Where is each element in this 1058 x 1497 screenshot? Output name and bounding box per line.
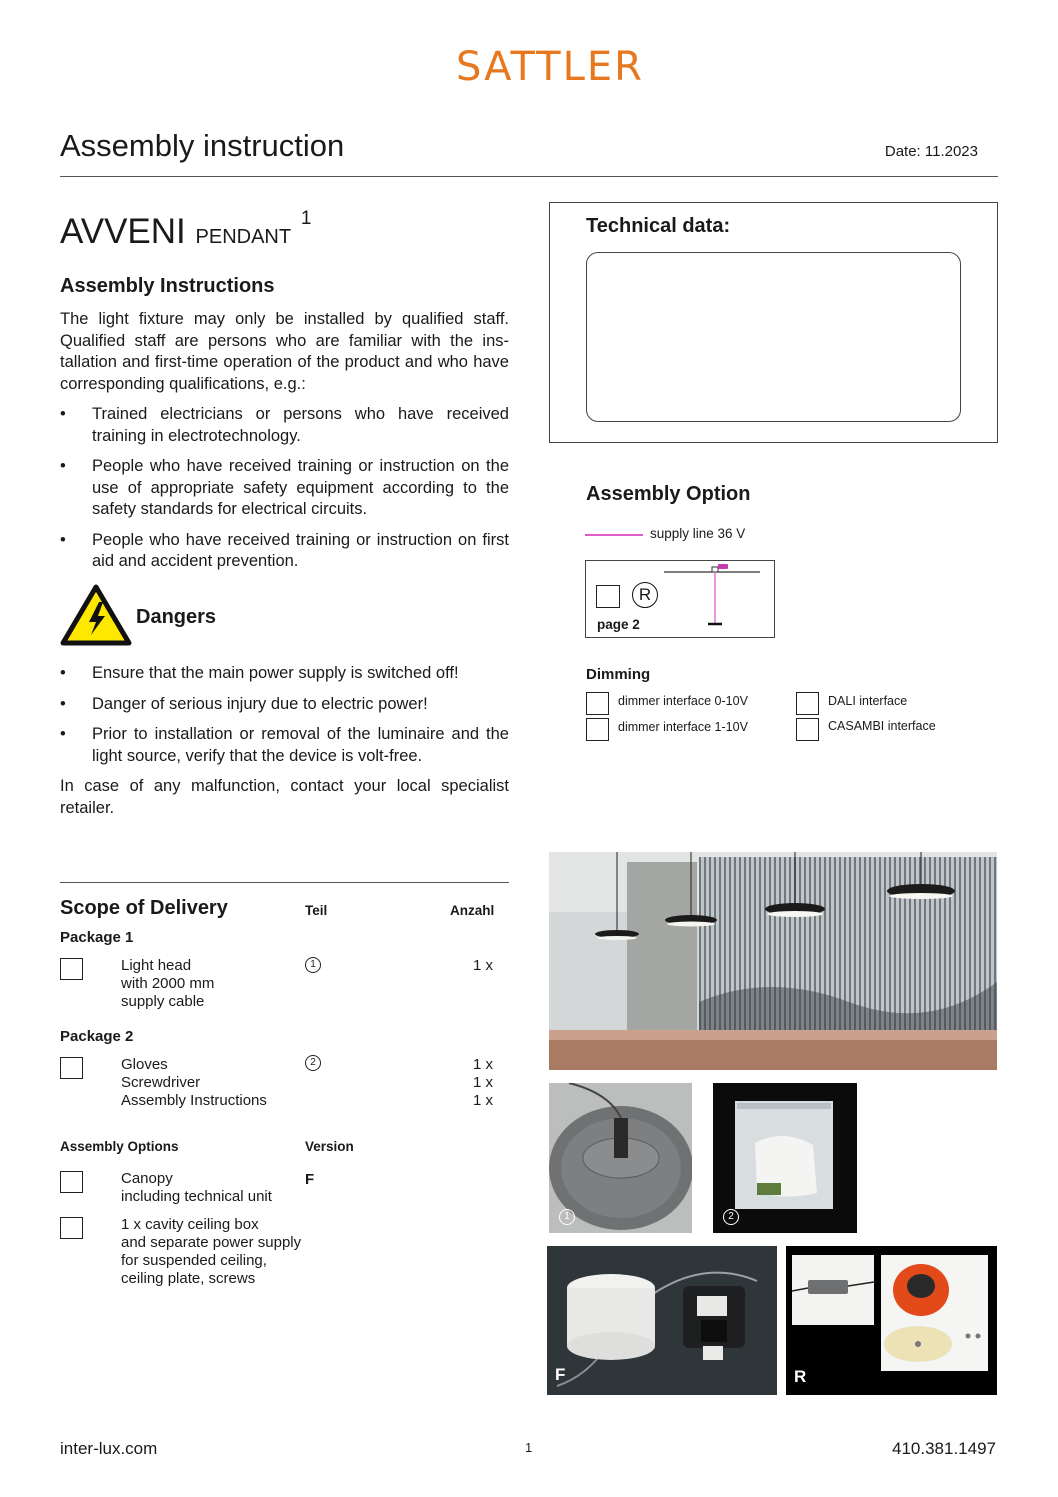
- qty-value: 1 x: [473, 1074, 494, 1091]
- technical-data-field: [586, 252, 961, 422]
- header-divider: [60, 176, 998, 177]
- footer-phone: 410.381.1497: [892, 1439, 996, 1458]
- dangers-list: [60, 663, 509, 767]
- dimmer-1-10v-checkbox[interactable]: [586, 718, 609, 741]
- assembly-option-card[interactable]: [585, 560, 775, 638]
- product-name: AVVENI: [60, 212, 186, 251]
- assembly-instructions-heading: Assembly Instructions: [60, 275, 275, 297]
- package-2-items: [121, 1056, 267, 1110]
- canopy-photo: [547, 1246, 777, 1395]
- package-1-items: [121, 957, 214, 1011]
- list-item: including technical unit: [121, 1188, 272, 1205]
- list-item: • People who have received training or instruction on first aid and accident prevention.: [60, 530, 509, 573]
- option-r-delivery-checkbox[interactable]: [60, 1217, 83, 1239]
- dangers-section: [60, 663, 509, 819]
- footer-website[interactable]: inter-lux.com: [60, 1439, 158, 1458]
- part-number-2: 2: [305, 1055, 321, 1071]
- list-item: • Trained electricians or persons who have received training in electrotechnology.: [60, 404, 509, 447]
- installation-photo: [549, 852, 997, 1070]
- part-number-1: 1: [305, 957, 321, 973]
- high-voltage-warning-icon: [60, 584, 132, 646]
- technical-data-heading: Technical data:: [586, 215, 731, 237]
- option-r-items: [121, 1216, 301, 1288]
- product-type: PENDANT: [195, 226, 292, 248]
- dangers-heading: Dangers: [136, 606, 217, 628]
- list-item: supply cable: [121, 993, 205, 1010]
- list-item: • People who have received training or instruction on the use of appropriate safety equipment according to the safety standards for electrical circuits.: [60, 456, 509, 521]
- list-item: Gloves: [121, 1056, 168, 1073]
- ceiling-box-photo: [786, 1246, 997, 1395]
- assembly-instructions-section: [60, 275, 509, 582]
- dimmer-1-10v-label: dimmer interface 1-10V: [618, 720, 748, 734]
- package-2-label: Package 2: [60, 1028, 134, 1045]
- gloves-bag-photo: [713, 1083, 857, 1233]
- assembly-options-heading: Assembly Options: [60, 1139, 179, 1154]
- dimmer-0-10v-checkbox[interactable]: [586, 692, 609, 715]
- option-page-ref: page 2: [597, 617, 640, 632]
- supply-line-legend-label: supply line 36 V: [650, 526, 746, 541]
- pendant-schematic-icon: [664, 561, 776, 637]
- dali-label: DALI interface: [828, 694, 908, 708]
- photo-label-r: R: [794, 1367, 807, 1386]
- list-item: with 2000 mm: [121, 975, 215, 992]
- dali-checkbox[interactable]: [796, 692, 819, 715]
- product-number: 1: [300, 208, 312, 230]
- photo-label-2: 2: [723, 1209, 739, 1225]
- package-1-qty: 1 x: [473, 957, 494, 974]
- qty-value: 1 x: [473, 1056, 494, 1073]
- package-1-checkbox[interactable]: [60, 958, 83, 980]
- list-item: Assembly Instructions: [121, 1092, 267, 1109]
- qty-value: 1 x: [473, 1092, 494, 1109]
- list-item: Screwdriver: [121, 1074, 201, 1091]
- list-item: • Danger of serious injury due to electric power!: [60, 694, 509, 716]
- product-title: [60, 208, 312, 252]
- package-2-checkbox[interactable]: [60, 1057, 83, 1079]
- scope-heading: Scope of Delivery: [60, 897, 228, 919]
- qualification-list: [60, 404, 509, 573]
- casambi-checkbox[interactable]: [796, 718, 819, 741]
- assembly-option-heading: Assembly Option: [586, 483, 751, 505]
- page-number: 1: [525, 1440, 533, 1455]
- list-item: • Prior to installation or removal of the luminaire and the light source, verify that the device is volt-free.: [60, 724, 509, 767]
- document-title: Assembly instruction: [60, 128, 345, 163]
- assembly-instructions-intro: The light fixture may only be installed by qualified staff. Qualified staff are persons who are familiar with the ins-tallation and first-time operation of the product and who have corresponding qualifications, e.g.:: [60, 310, 509, 393]
- option-r-symbol: R: [632, 582, 658, 608]
- version-heading: Version: [305, 1139, 354, 1154]
- quantity-column-header: Anzahl: [450, 903, 495, 918]
- brand-logo: SATTLER: [456, 44, 644, 90]
- part-column-header: Teil: [305, 903, 328, 918]
- list-item: 1 x cavity ceiling box: [121, 1216, 259, 1233]
- supply-line-legend-swatch: [585, 534, 643, 536]
- package-2-qty: [473, 1056, 493, 1110]
- list-item: and separate power supply: [121, 1234, 302, 1251]
- package-1-label: Package 1: [60, 929, 134, 946]
- photo-label-1: 1: [559, 1209, 575, 1225]
- list-item: Canopy: [121, 1170, 173, 1187]
- option-r-checkbox[interactable]: [596, 585, 620, 608]
- malfunction-note: In case of any malfunction, contact your local specialist retailer.: [60, 777, 509, 817]
- option-f-version: F: [305, 1171, 315, 1188]
- list-item: Light head: [121, 957, 192, 974]
- casambi-label: CASAMBI interface: [828, 719, 936, 733]
- scope-divider: [60, 882, 509, 883]
- photo-label-f: F: [555, 1365, 566, 1384]
- option-f-checkbox[interactable]: [60, 1171, 83, 1193]
- list-item: • Ensure that the main power supply is switched off!: [60, 663, 509, 685]
- dimming-heading: Dimming: [586, 666, 651, 683]
- dimmer-0-10v-label: dimmer interface 0-10V: [618, 694, 748, 708]
- document-date: Date: 11.2023: [884, 143, 978, 160]
- option-f-items: [121, 1170, 272, 1206]
- list-item: for suspended ceiling,: [121, 1252, 267, 1269]
- list-item: ceiling plate, screws: [121, 1270, 256, 1287]
- light-head-photo: [549, 1083, 692, 1233]
